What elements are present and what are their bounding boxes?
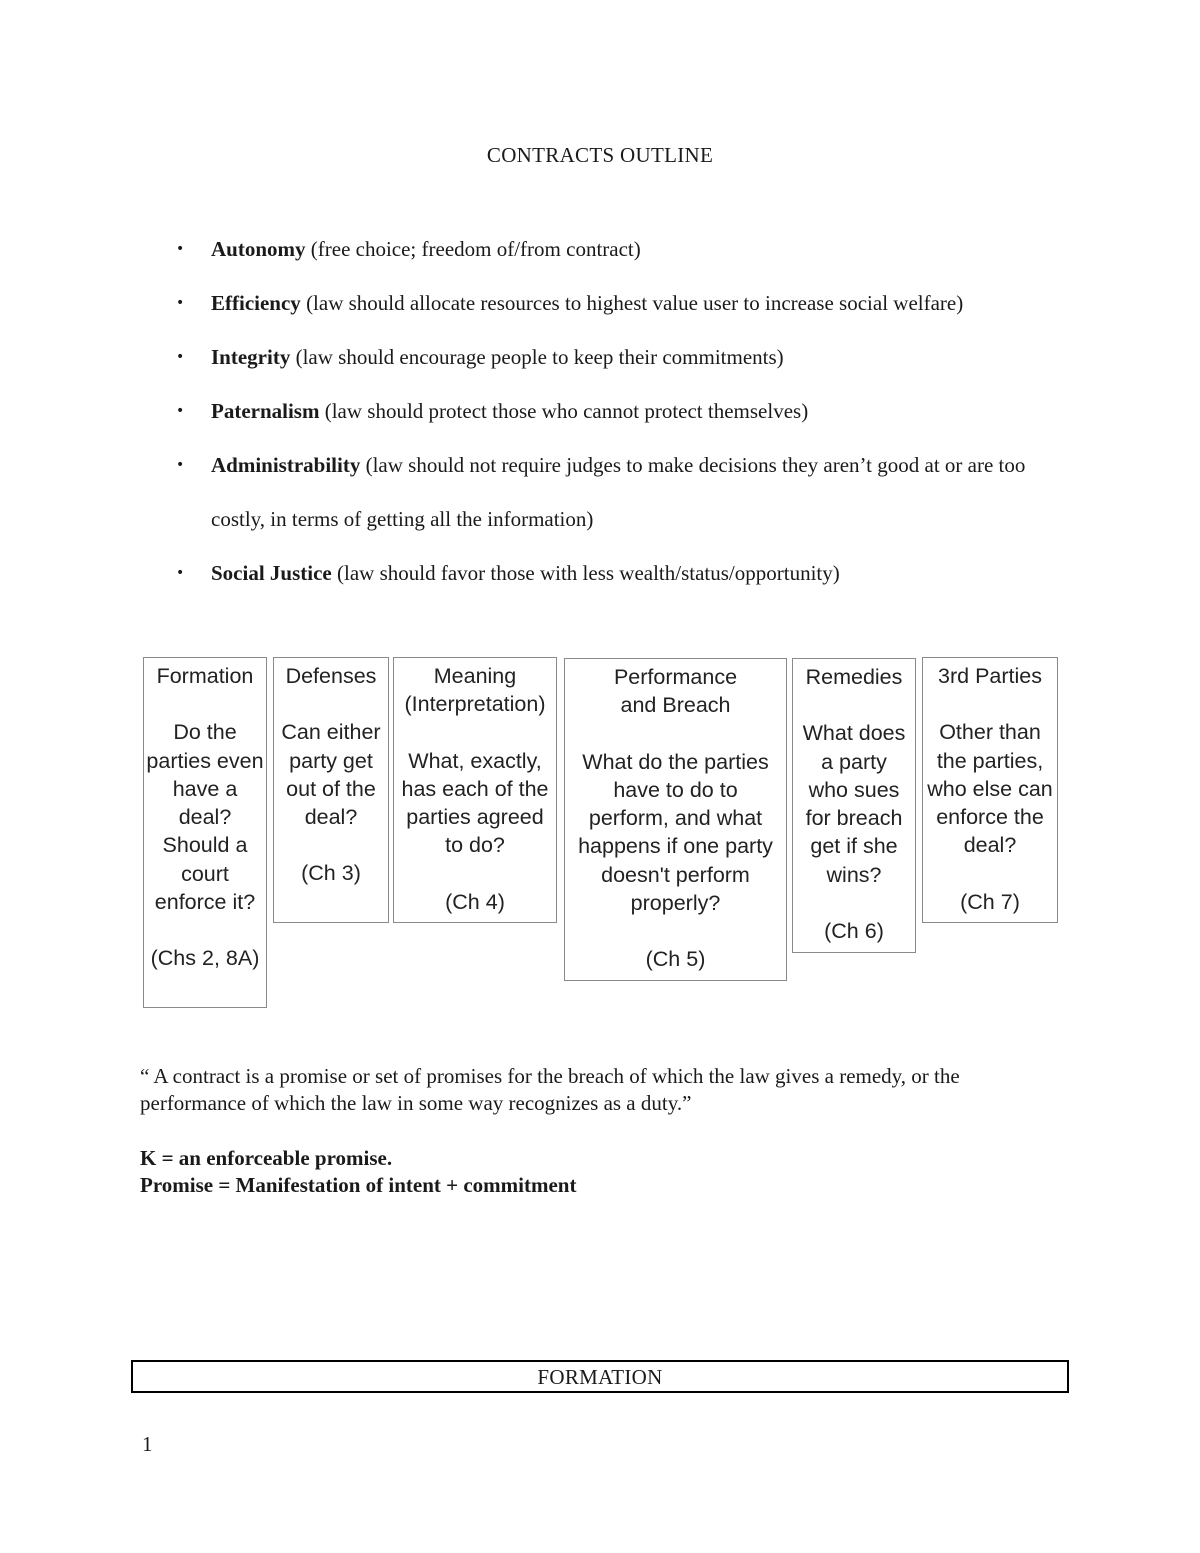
bullet-icon: • [176, 565, 185, 581]
principle-item [176, 384, 1076, 438]
principle-description: (law should protect those who cannot protect themselves) [319, 399, 809, 423]
section-heading: FORMATION [131, 1360, 1069, 1393]
principle-description: (law should allocate resources to highest value user to increase social welfare) [300, 291, 964, 315]
topic-box-defenses [273, 657, 389, 923]
topic-heading: 3rd Parties [938, 664, 1042, 688]
topic-chapter: (Ch 3) [301, 861, 361, 886]
topic-question: Can either party get out of the deal? [281, 720, 381, 830]
topic-question: Other than the parties, who else can enforce the deal? [927, 720, 1053, 858]
definition-line: K = an enforceable promise. [140, 1146, 393, 1170]
topic-heading: Remedies [805, 665, 903, 689]
definition-line: Promise = Manifestation of intent + commitment [140, 1173, 577, 1197]
principle-term: Paternalism [211, 399, 320, 423]
topic-question: What does a party who sues for breach get if she wins? [802, 721, 906, 887]
principle-description: (free choice; freedom of/from contract) [305, 237, 641, 261]
topic-heading: Defenses [285, 664, 377, 688]
topic-box-third-parties [922, 657, 1058, 923]
topic-chapter: (Ch 5) [645, 947, 706, 972]
page-number: 1 [142, 1432, 153, 1456]
topic-question: What do the parties have to do to perform, and what happens if one party doesn't perform properly? [578, 749, 773, 916]
topic-chapter: (Chs 2, 8A) [150, 946, 260, 971]
document-title: CONTRACTS OUTLINE [486, 143, 714, 167]
topic-box-meaning [393, 657, 557, 923]
topic-question: Do the parties even have a deal? Should a court enforce it? [146, 720, 264, 915]
principle-description: (law should not require judges to make decisions they aren’t good at or are too costly, in terms of getting all the information) [211, 453, 1026, 531]
topic-heading: Formation [156, 664, 254, 688]
topic-question: What, exactly, has each of the parties agreed to do? [401, 748, 549, 858]
definitions [140, 1145, 576, 1199]
principle-item [176, 330, 1076, 384]
principle-item [176, 546, 1076, 600]
topic-heading: Performance and Breach [613, 665, 738, 718]
principle-item [176, 438, 1071, 546]
principle-item [176, 276, 1076, 330]
topic-chapter: (Ch 6) [824, 919, 884, 944]
topic-box-formation [143, 657, 267, 1008]
topic-box-remedies [792, 658, 916, 953]
topic-box-performance [564, 658, 787, 981]
principle-term: Administrability [211, 453, 361, 477]
principle-term: Social Justice [211, 561, 332, 585]
principle-term: Autonomy [211, 237, 306, 261]
bullet-icon: • [176, 403, 185, 419]
bullet-icon: • [176, 295, 185, 311]
topic-chapter: (Ch 7) [960, 889, 1020, 914]
principle-term: Integrity [211, 345, 291, 369]
principle-description: (law should encourage people to keep their commitments) [290, 345, 784, 369]
contract-definition-quote: “ A contract is a promise or set of promises for the breach of which the law gives a remedy, or the performance of which the law in some way recognizes as a duty.” [140, 1064, 960, 1115]
topic-heading: Meaning (Interpretation) [404, 664, 546, 717]
topic-chapter: (Ch 4) [445, 889, 505, 914]
principle-item [176, 222, 1076, 276]
principle-description: (law should favor those with less wealth/status/opportunity) [331, 561, 840, 585]
principle-term: Efficiency [211, 291, 301, 315]
bullet-icon: • [176, 241, 185, 257]
principles-list [176, 222, 1076, 600]
bullet-icon: • [176, 457, 185, 473]
bullet-icon: • [176, 349, 185, 365]
